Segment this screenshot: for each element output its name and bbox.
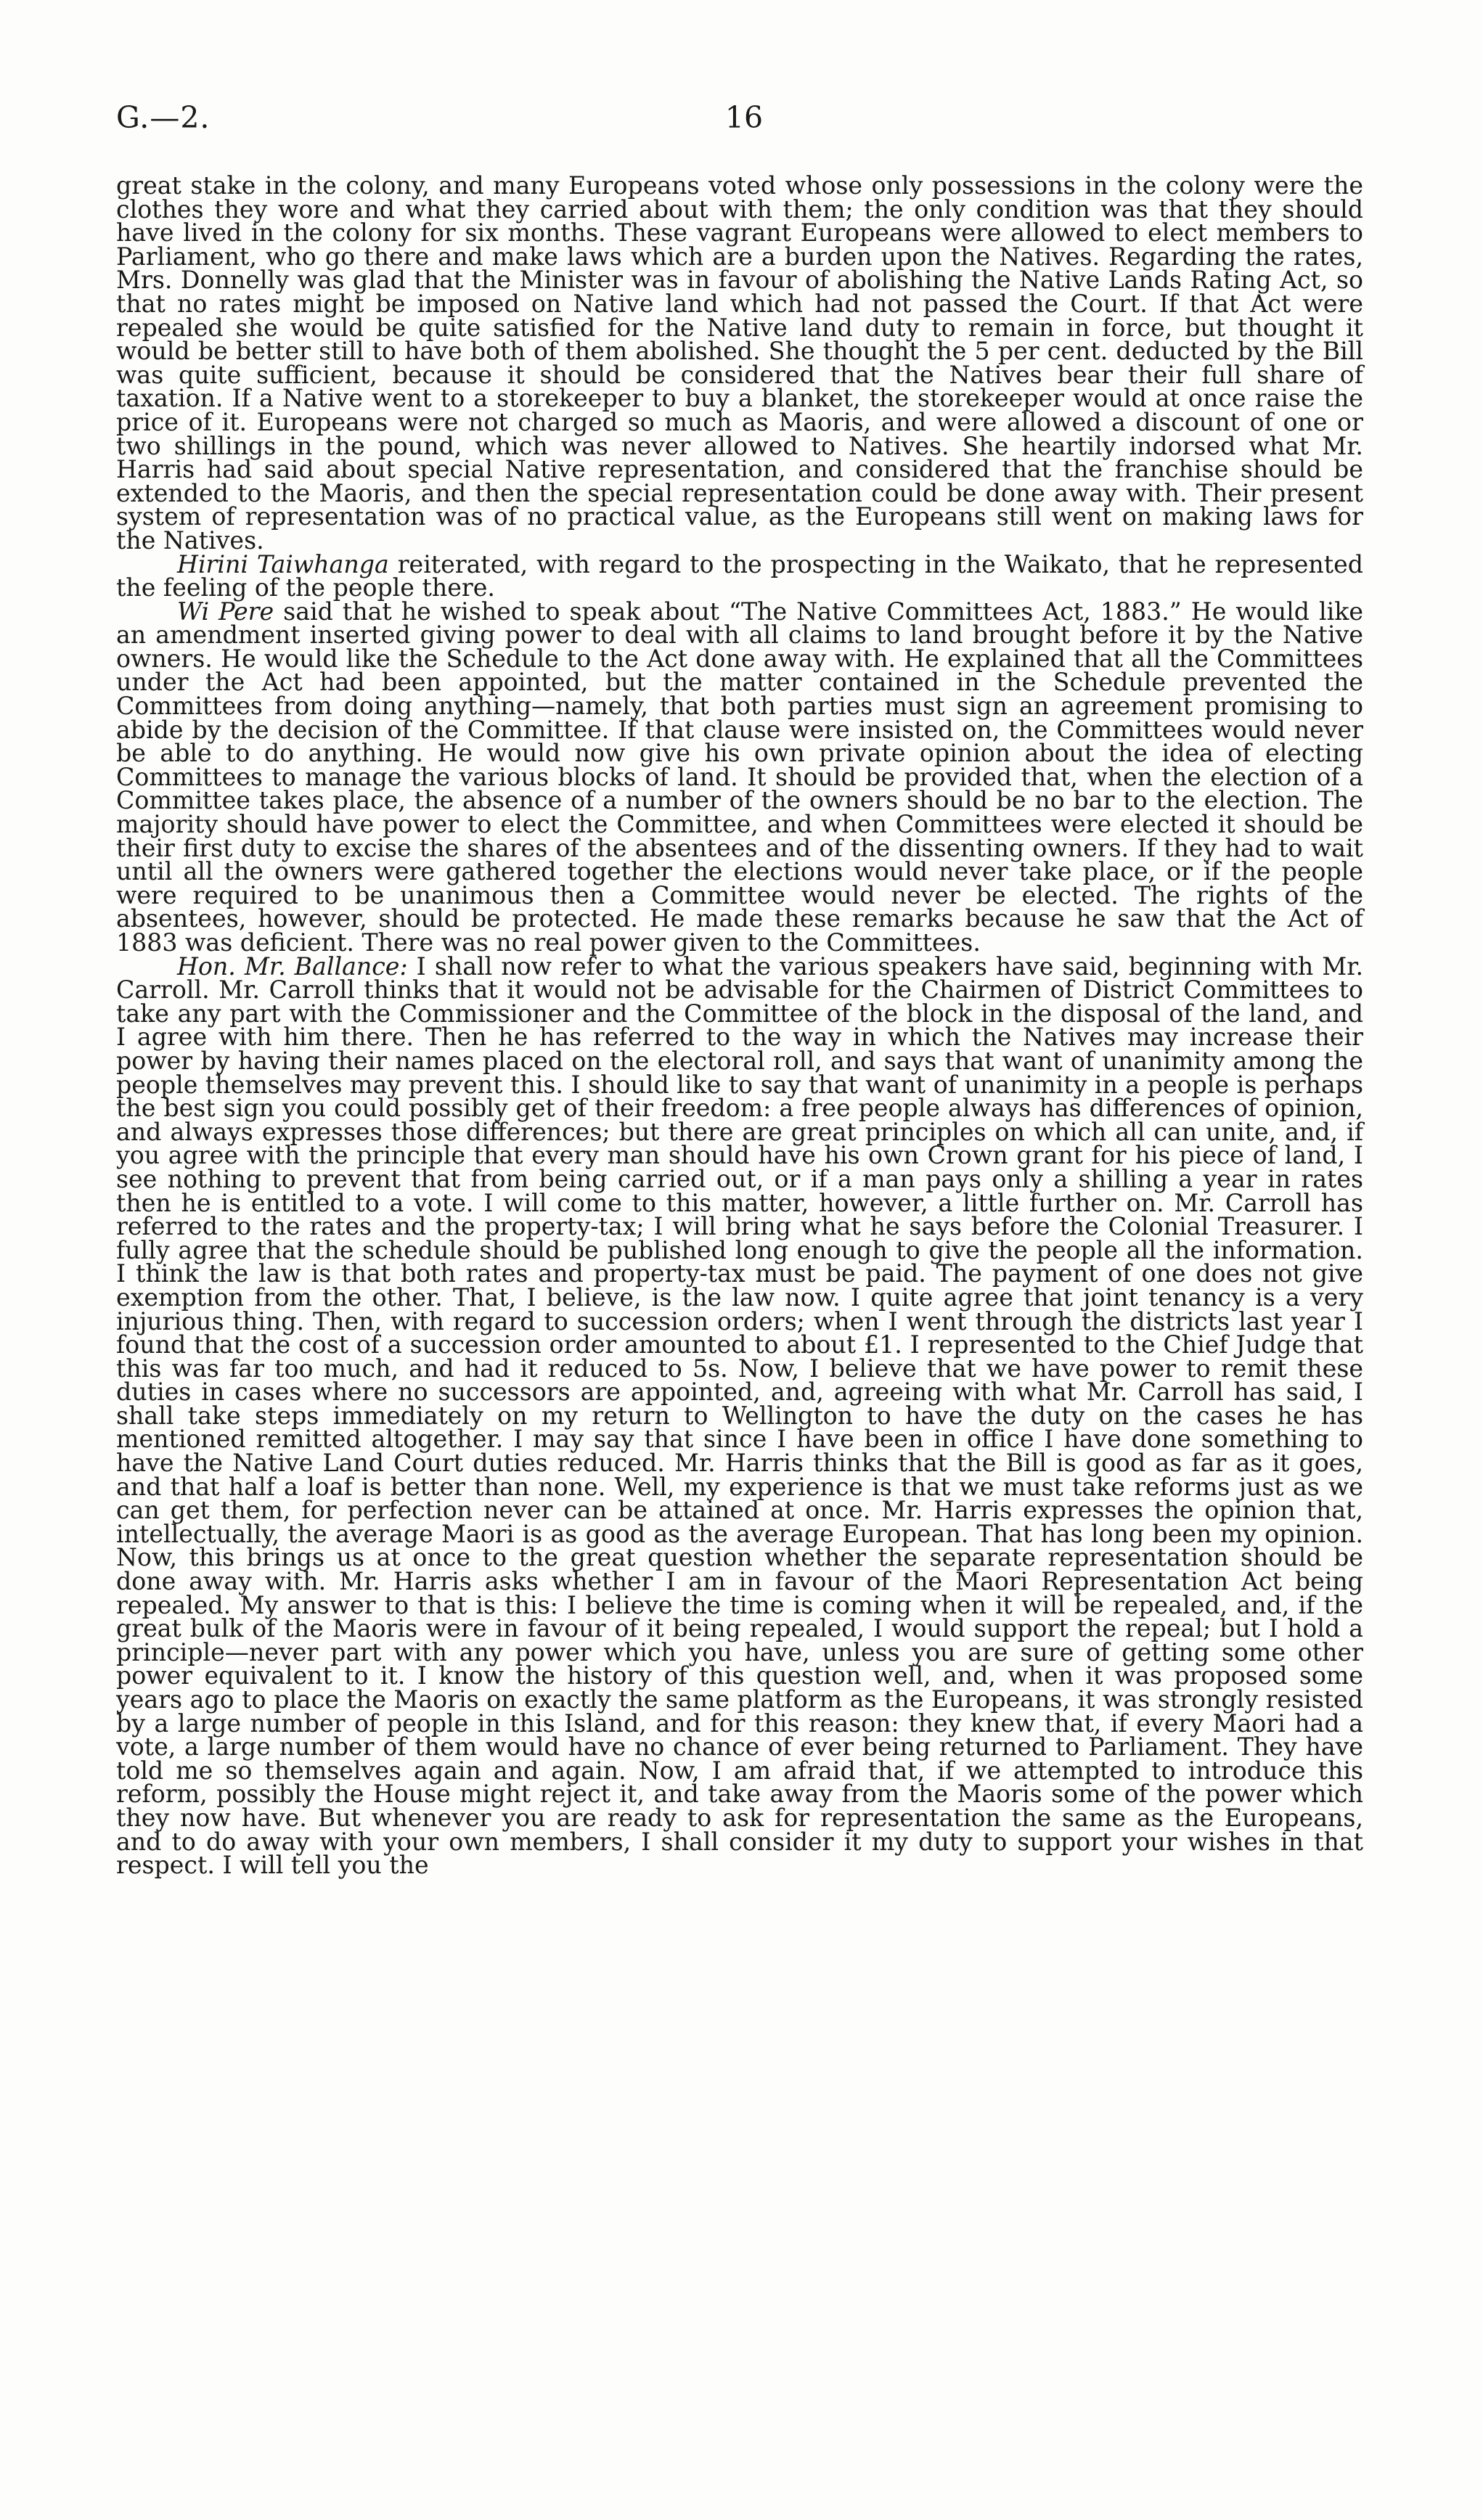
speaker-name: Wi Pere	[177, 597, 274, 626]
page-header	[116, 100, 1372, 144]
paragraph-continuation	[116, 171, 1363, 555]
document-reference: G.—2.	[116, 100, 211, 135]
paragraph-text: said that he wished to speak about “The Native Committees Act, 1883.” He would like an amendment inserted giving power to deal with all claims to land brought before it by the Native owners. He would like the Schedule to the Act done away with. He explained that all the Committees under the Act had been appointed, but the matter contained in the Schedule prevented the Committees from doing anything—namely, that both parties must sign an agreement promising to abide by the decision of the Committee. If that clause were insisted on, the Committees would never be able to do anything. He would now give his own private opinion about the idea of electing Committees to manage the various blocks of land. It should be provided that, when the election of a Committee takes place, the absence of a number of the owners should be no bar to the election. The majority should have power to elect the Committee, and when Committees were elected it should be their first duty to excise the shares of the absentees and of the dissenting owners. If they had to wait until all the owners were gathered together the elections would never take place, or if the people were required to be unanimous then a Committee would never be elected. The rights of the absentees, however, should be protected. He made these remarks because he saw that the Act of 1883 was deficient. There was no real power given to the Committees.	[116, 597, 1363, 957]
paragraph-wi-pere	[116, 597, 1363, 957]
paragraph-ballance	[116, 952, 1363, 1880]
speaker-name: Hon. Mr. Ballance:	[177, 952, 408, 981]
paragraph-hirini-taiwhanga	[116, 549, 1363, 602]
paragraph-text: I shall now refer to what the various speakers have said, beginning with Mr. Carroll. Mr. Carroll thinks that it would not be advisable for the Chairmen of District Committees to take any part with the Commissioner and the Committee of the block in the disposal of the land, and I agree with him there. Then he has referred to the way in which the Natives may increase their power by having their names placed on the electoral roll, and says that want of unanimity among the people themselves may prevent this. I should like to say that want of unanimity in a people is perhaps the best sign you could possibly get of their freedom: a free people always has differences of opinion, and always expresses those differences; but there are great principles on which all can unite, and, if you agree with the principle that every man should have his own Crown grant for his piece of land, I see nothing to prevent that from being carried out, or if a man pays only a shilling a year in rates then he is entitled to a vote. I will come to this matter, however, a little further on. Mr. Carroll has referred to the rates and the property-tax; I will bring what he says before the Colonial Treasurer. I fully agree that the schedule should be published long enough to give the people all the information. I think the law is that both rates and property-tax must be paid. The payment of one does not give exemption from the other. That, I believe, is the law now. I quite agree that joint tenancy is a very injurious thing. Then, with regard to succession orders; when I went through the districts last year I found that the cost of a succession order amounted to about £1. I represented to the Chief Judge that this was far too much, and had it reduced to 5s. Now, I believe that we have power to remit these duties in cases where no successors are appointed, and, agreeing with what Mr. Carroll has said, I shall take steps immediately on my return to Wellington to have the duty on the cases he has mentioned remitted altogether. I may say that since I have been in office I have done something to have the Native Land Court duties reduced. Mr. Harris thinks that the Bill is good as far as it goes, and that half a loaf is better than none. Well, my experience is that we must take reforms just as we can get them, for perfection never can be attained at once. Mr. Harris expresses the opinion that, intellectually, the average Maori is as good as the average European. That has long been my opinion. Now, this brings us at once to the great question whether the separate representation should be done away with. Mr. Harris asks whether I am in favour of the Maori Representation Act being repealed. My answer to that is this: I believe the time is coming when it will be repealed, and, if the great bulk of the Maoris were in favour of it being repealed, I would support the repeal; but I hold a principle—never part with any power which you have, unless you are sure of getting some other power equivalent to it. I know the history of this question well, and, when it was proposed some years ago to place the Maoris on exactly the same platform as the Europeans, it was strongly resisted by a large number of people in this Island, and for this reason: they knew that, if every Maori had a vote, a large number of them would have no chance of ever being returned to Parliament. They have told me so themselves again and again. Now, I am afraid that, if we attempted to introduce this reform, possibly the House might reject it, and take away from the Maoris some of the power which they now have. But whenever you are ready to ask for representation the same as the Europeans, and to do away with your own members, I shall consider it my duty to support your wishes in that respect. I will tell you the	[116, 952, 1363, 1880]
paragraph-text: great stake in the colony, and many Europeans voted whose only possessions in the colony were the clothes they wore and what they carried about with them; the only condition was that they should have lived in the colony for six months. These vagrant Europeans were allowed to elect members to Parliament, who go there and make laws which are a burden upon the Natives. Regarding the rates, Mrs. Donnelly was glad that the Minister was in favour of abolishing the Native Lands Rating Act, so that no rates might be imposed on Native land which had not passed the Court. If that Act were repealed she would be quite satisfied for the Native land duty to remain in force, but thought it would be better still to have both of them abolished. She thought the 5 per cent. deducted by the Bill was quite sufficient, because it should be considered that the Natives bear their full share of taxation. If a Native went to a storekeeper to buy a blanket, the storekeeper would at once raise the price of it. Europeans were not charged so much as Maoris, and were allowed a discount of one or two shillings in the pound, which was never allowed to Natives. She heartily indorsed what Mr. Harris had said about special Native representation, and considered that the franchise should be extended to the Maoris, and then the special representation could be done away with. Their present system of representation was of no practical value, as the Europeans still went on making laws for the Natives.	[116, 171, 1363, 555]
speaker-name: Hirini Taiwhanga	[177, 549, 389, 578]
body-text	[116, 171, 1363, 1880]
page-number: 16	[724, 100, 764, 135]
paragraph-text: reiterated, with regard to the prospecting in the Waikato, that he represented the feeling of the people there.	[116, 549, 1363, 602]
